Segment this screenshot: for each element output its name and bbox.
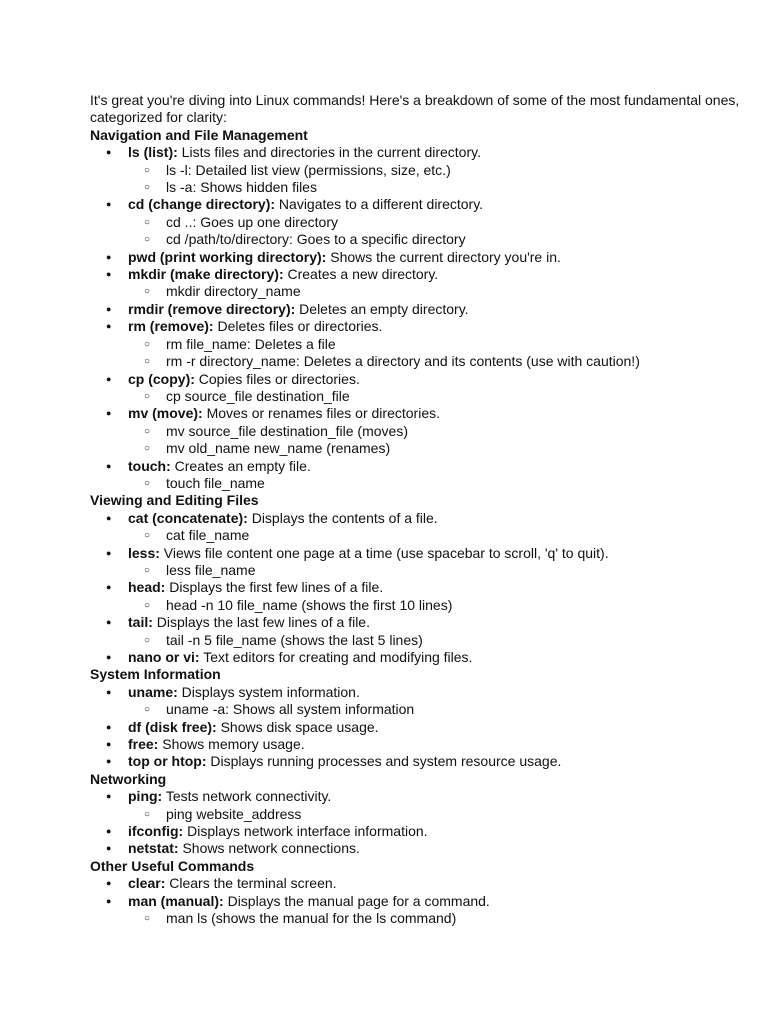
example-list <box>128 423 740 458</box>
command-description: Displays the contents of a file. <box>247 509 438 526</box>
command-description: Displays the last few lines of a file. <box>152 614 370 631</box>
example-item: ○ mkdir directory_name <box>128 283 740 300</box>
example-item: ○ uname -a: Shows all system information <box>128 701 740 718</box>
command-item <box>90 579 740 614</box>
command-name: less: <box>128 544 160 561</box>
example-item: ○ head -n 10 file_name (shows the first 10 lines) <box>128 597 740 614</box>
example-list <box>128 597 740 614</box>
document-body <box>90 92 740 928</box>
example-item: ○ touch file_name <box>128 475 740 492</box>
command-name: df (disk free): <box>128 718 217 735</box>
example-list <box>128 336 740 371</box>
command-list <box>90 510 740 667</box>
command-name: tail: <box>128 614 153 631</box>
command-item <box>90 510 740 545</box>
command-description: Navigates to a different directory. <box>275 196 484 213</box>
command-description: Tests network connectivity. <box>162 788 332 805</box>
example-item: ○ rm -r directory_name: Deletes a directory and its contents (use with caution!) <box>128 353 740 370</box>
example-list <box>128 562 740 579</box>
command-name: ifconfig: <box>128 823 184 840</box>
command-description: Displays running processes and system resource usage. <box>206 753 562 770</box>
command-description: Deletes an empty directory. <box>295 300 469 317</box>
command-name: top or htop: <box>128 753 207 770</box>
section-heading: Other Useful Commands <box>90 857 255 874</box>
command-name: free: <box>128 736 159 753</box>
example-item: ○ cd /path/to/directory: Goes to a specific directory <box>128 231 740 248</box>
example-item: ○ rm file_name: Deletes a file <box>128 336 740 353</box>
example-item: ○ cp source_file destination_file <box>128 388 740 405</box>
example-item: ○ cat file_name <box>128 527 740 544</box>
command-item <box>90 753 740 770</box>
command-item <box>90 301 740 318</box>
command-name: head: <box>128 579 166 596</box>
command-description: Displays network interface information. <box>183 823 428 840</box>
command-name: ping: <box>128 788 163 805</box>
command-item <box>90 684 740 719</box>
command-item <box>90 893 740 928</box>
command-item <box>90 266 740 301</box>
command-name: rmdir (remove directory): <box>128 300 296 317</box>
sections-container <box>90 127 740 928</box>
command-description: Creates an empty file. <box>170 457 311 474</box>
command-description: Shows network connections. <box>178 840 360 857</box>
command-description: Views file content one page at a time (use spacebar to scroll, 'q' to quit). <box>159 544 609 561</box>
command-list <box>90 788 740 858</box>
command-item <box>90 614 740 649</box>
example-item: ○ mv old_name new_name (renames) <box>128 440 740 457</box>
command-name: man (manual): <box>128 892 224 909</box>
command-item <box>90 249 740 266</box>
example-item: ○ mv source_file destination_file (moves) <box>128 423 740 440</box>
command-item <box>90 788 740 823</box>
command-description: Shows memory usage. <box>158 736 305 753</box>
command-item <box>90 144 740 196</box>
command-description: Copies files or directories. <box>194 370 360 387</box>
command-list <box>90 144 740 492</box>
command-item <box>90 318 740 370</box>
command-list <box>90 875 740 927</box>
example-list <box>128 475 740 492</box>
command-item <box>90 736 740 753</box>
command-item <box>90 823 740 840</box>
command-name: mkdir (make directory): <box>128 266 284 283</box>
command-name: cd (change directory): <box>128 196 276 213</box>
command-name: touch: <box>128 457 171 474</box>
command-item <box>90 196 740 248</box>
command-description: Displays the manual page for a command. <box>223 892 490 909</box>
command-name: clear: <box>128 875 166 892</box>
command-description: Moves or renames files or directories. <box>202 405 440 422</box>
command-description: Deletes files or directories. <box>213 318 383 335</box>
command-description: Displays the first few lines of a file. <box>165 579 384 596</box>
example-list <box>128 701 740 718</box>
example-item: ○ cd ..: Goes up one directory <box>128 214 740 231</box>
example-item: ○ tail -n 5 file_name (shows the last 5 lines) <box>128 632 740 649</box>
example-item: ○ man ls (shows the manual for the ls command) <box>128 910 740 927</box>
example-item: ○ less file_name <box>128 562 740 579</box>
command-description: Clears the terminal screen. <box>165 875 337 892</box>
command-name: pwd (print working directory): <box>128 248 327 265</box>
command-item <box>90 840 740 857</box>
example-list <box>128 806 740 823</box>
command-item <box>90 875 740 892</box>
command-name: cp (copy): <box>128 370 195 387</box>
command-list <box>90 684 740 771</box>
command-item <box>90 405 740 457</box>
example-item: ○ ping website_address <box>128 806 740 823</box>
example-item: ○ ls -a: Shows hidden files <box>128 179 740 196</box>
example-list <box>128 388 740 405</box>
command-description: Shows disk space usage. <box>216 718 379 735</box>
intro-paragraph: It's great you're diving into Linux commands! Here's a breakdown of some of the most fundamental ones, categorized for clarity: <box>90 92 740 126</box>
command-name: netstat: <box>128 840 179 857</box>
command-item <box>90 719 740 736</box>
section-heading: Networking <box>90 770 167 787</box>
section-heading: System Information <box>90 666 221 683</box>
example-list <box>128 910 740 927</box>
example-list <box>128 527 740 544</box>
command-description: Creates a new directory. <box>283 266 439 283</box>
command-name: mv (move): <box>128 405 203 422</box>
example-list <box>128 214 740 249</box>
section-heading: Navigation and File Management <box>90 126 308 143</box>
command-name: cat (concatenate): <box>128 509 248 526</box>
command-item <box>90 545 740 580</box>
command-description: Text editors for creating and modifying files. <box>199 649 473 665</box>
command-description: Shows the current directory you're in. <box>326 248 561 265</box>
command-name: nano or vi: <box>128 649 200 665</box>
example-item: ○ ls -l: Detailed list view (permissions, size, etc.) <box>128 162 740 179</box>
section-heading: Viewing and Editing Files <box>90 492 259 509</box>
command-item <box>90 371 740 406</box>
command-name: rm (remove): <box>128 318 214 335</box>
command-description: Displays system information. <box>177 683 360 700</box>
command-item <box>90 458 740 493</box>
command-name: ls (list): <box>128 144 178 161</box>
command-item <box>90 649 740 666</box>
command-description: Lists files and directories in the current directory. <box>177 144 481 161</box>
example-list <box>128 283 740 300</box>
command-name: uname: <box>128 683 178 700</box>
example-list <box>128 632 740 649</box>
example-list <box>128 162 740 197</box>
